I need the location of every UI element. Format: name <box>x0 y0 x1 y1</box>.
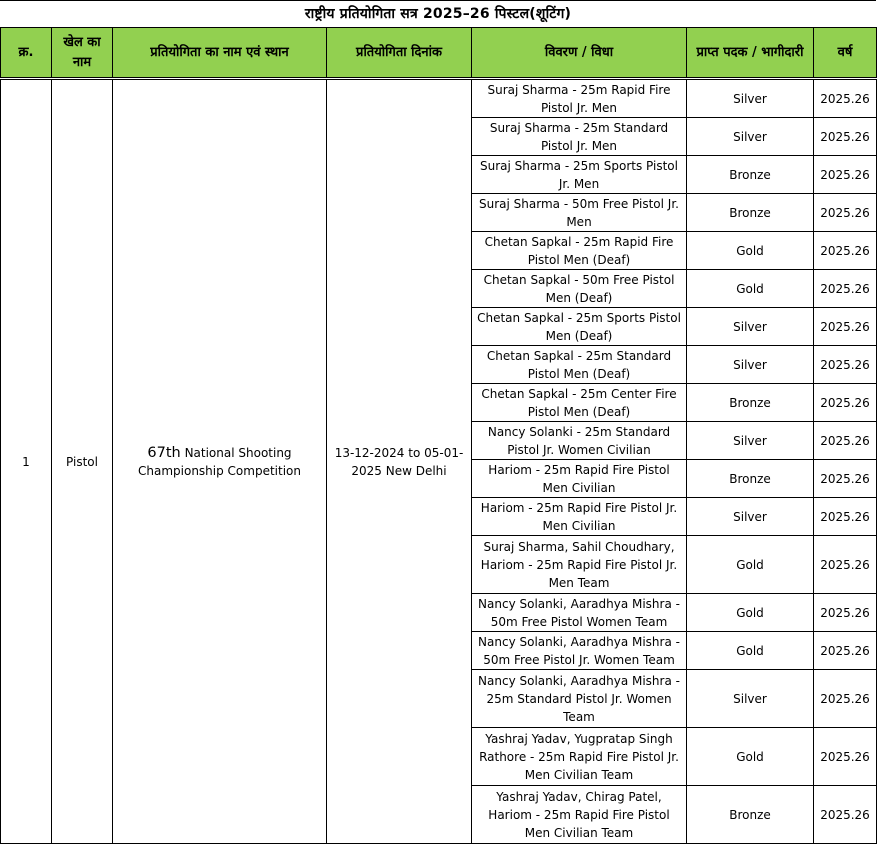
event-description-cell: Nancy Solanki, Aaradhya Mishra - 50m Free Pistol Women Team <box>472 594 687 632</box>
year-cell: 2025.26 <box>814 232 877 270</box>
year-cell: 2025.26 <box>814 80 877 118</box>
year-cell: 2025.26 <box>814 118 877 156</box>
col-header-details: विवरण / विधा <box>472 28 687 78</box>
event-description-cell: Nancy Solanki - 25m Standard Pistol Jr. Women Civilian <box>472 422 687 460</box>
year-cell: 2025.26 <box>814 536 877 594</box>
event-description-cell: Suraj Sharma, Sahil Choudhary, Hariom - 25m Rapid Fire Pistol Jr. Men Team <box>472 536 687 594</box>
year-cell: 2025.26 <box>814 308 877 346</box>
event-description-cell: Hariom - 25m Rapid Fire Pistol Jr. Men Civilian <box>472 498 687 536</box>
competition-date-cell: 13-12-2024 to 05-01-2025 New Delhi <box>327 80 472 844</box>
year-cell: 2025.26 <box>814 632 877 670</box>
col-header-sr: क्र. <box>1 28 52 78</box>
year-cell: 2025.26 <box>814 422 877 460</box>
medal-cell: Silver <box>687 422 814 460</box>
sport-name-cell: Pistol <box>52 80 113 844</box>
medal-cell: Gold <box>687 632 814 670</box>
medal-cell: Bronze <box>687 194 814 232</box>
event-description-cell: Yashraj Yadav, Yugpratap Singh Rathore - 25m Rapid Fire Pistol Jr. Men Civilian Team <box>472 728 687 786</box>
year-cell: 2025.26 <box>814 156 877 194</box>
competition-ordinal: 67th <box>147 444 181 461</box>
medal-cell: Silver <box>687 346 814 384</box>
col-header-year: वर्ष <box>814 28 877 78</box>
col-header-medal: प्राप्त पदक / भागीदारी <box>687 28 814 78</box>
event-description-cell: Chetan Sapkal - 25m Standard Pistol Men (Deaf) <box>472 346 687 384</box>
table-body <box>1 80 877 844</box>
header-row <box>1 28 877 78</box>
medal-cell: Bronze <box>687 460 814 498</box>
medal-cell: Bronze <box>687 384 814 422</box>
event-description-cell: Chetan Sapkal - 25m Sports Pistol Men (Deaf) <box>472 308 687 346</box>
medal-cell: Silver <box>687 670 814 728</box>
event-description-cell: Suraj Sharma - 25m Standard Pistol Jr. Men <box>472 118 687 156</box>
year-cell: 2025.26 <box>814 460 877 498</box>
medal-cell: Silver <box>687 498 814 536</box>
medal-cell: Bronze <box>687 156 814 194</box>
event-description-cell: Chetan Sapkal - 25m Center Fire Pistol Men (Deaf) <box>472 384 687 422</box>
event-description-cell: Hariom - 25m Rapid Fire Pistol Men Civilian <box>472 460 687 498</box>
event-description-cell: Suraj Sharma - 25m Rapid Fire Pistol Jr. Men <box>472 80 687 118</box>
competition-title: National Shooting Championship Competition <box>138 445 301 478</box>
event-description-cell: Suraj Sharma - 50m Free Pistol Jr. Men <box>472 194 687 232</box>
event-description-cell: Chetan Sapkal - 50m Free Pistol Men (Deaf) <box>472 270 687 308</box>
year-cell: 2025.26 <box>814 384 877 422</box>
event-description-cell: Chetan Sapkal - 25m Rapid Fire Pistol Men (Deaf) <box>472 232 687 270</box>
medal-cell: Silver <box>687 80 814 118</box>
event-description-cell: Yashraj Yadav, Chirag Patel, Hariom - 25m Rapid Fire Pistol Men Civilian Team <box>472 786 687 844</box>
year-cell: 2025.26 <box>814 194 877 232</box>
medal-table <box>0 27 877 844</box>
medal-cell: Gold <box>687 594 814 632</box>
event-description-cell: Nancy Solanki, Aaradhya Mishra - 50m Free Pistol Jr. Women Team <box>472 632 687 670</box>
medal-cell: Gold <box>687 232 814 270</box>
year-cell: 2025.26 <box>814 498 877 536</box>
medal-cell: Silver <box>687 118 814 156</box>
year-cell: 2025.26 <box>814 670 877 728</box>
year-cell: 2025.26 <box>814 270 877 308</box>
year-cell: 2025.26 <box>814 594 877 632</box>
serial-number-cell: 1 <box>1 80 52 844</box>
table-row <box>1 80 877 118</box>
col-header-date: प्रतियोगिता दिनांक <box>327 28 472 78</box>
medal-cell: Silver <box>687 308 814 346</box>
event-description-cell: Nancy Solanki, Aaradhya Mishra - 25m Standard Pistol Jr. Women Team <box>472 670 687 728</box>
event-description-cell: Suraj Sharma - 25m Sports Pistol Jr. Men <box>472 156 687 194</box>
year-cell: 2025.26 <box>814 728 877 786</box>
medal-cell: Gold <box>687 270 814 308</box>
year-cell: 2025.26 <box>814 786 877 844</box>
medal-cell: Gold <box>687 728 814 786</box>
col-header-sport: खेल का नाम <box>52 28 113 78</box>
sheet-title: राष्ट्रीय प्रतियोगिता सत्र 2025–26 पिस्टल(शूटिंग) <box>0 0 876 28</box>
medal-cell: Bronze <box>687 786 814 844</box>
year-cell: 2025.26 <box>814 346 877 384</box>
col-header-competition: प्रतियोगिता का नाम एवं स्थान <box>113 28 327 78</box>
medal-cell: Gold <box>687 536 814 594</box>
competition-name-cell <box>113 80 327 844</box>
